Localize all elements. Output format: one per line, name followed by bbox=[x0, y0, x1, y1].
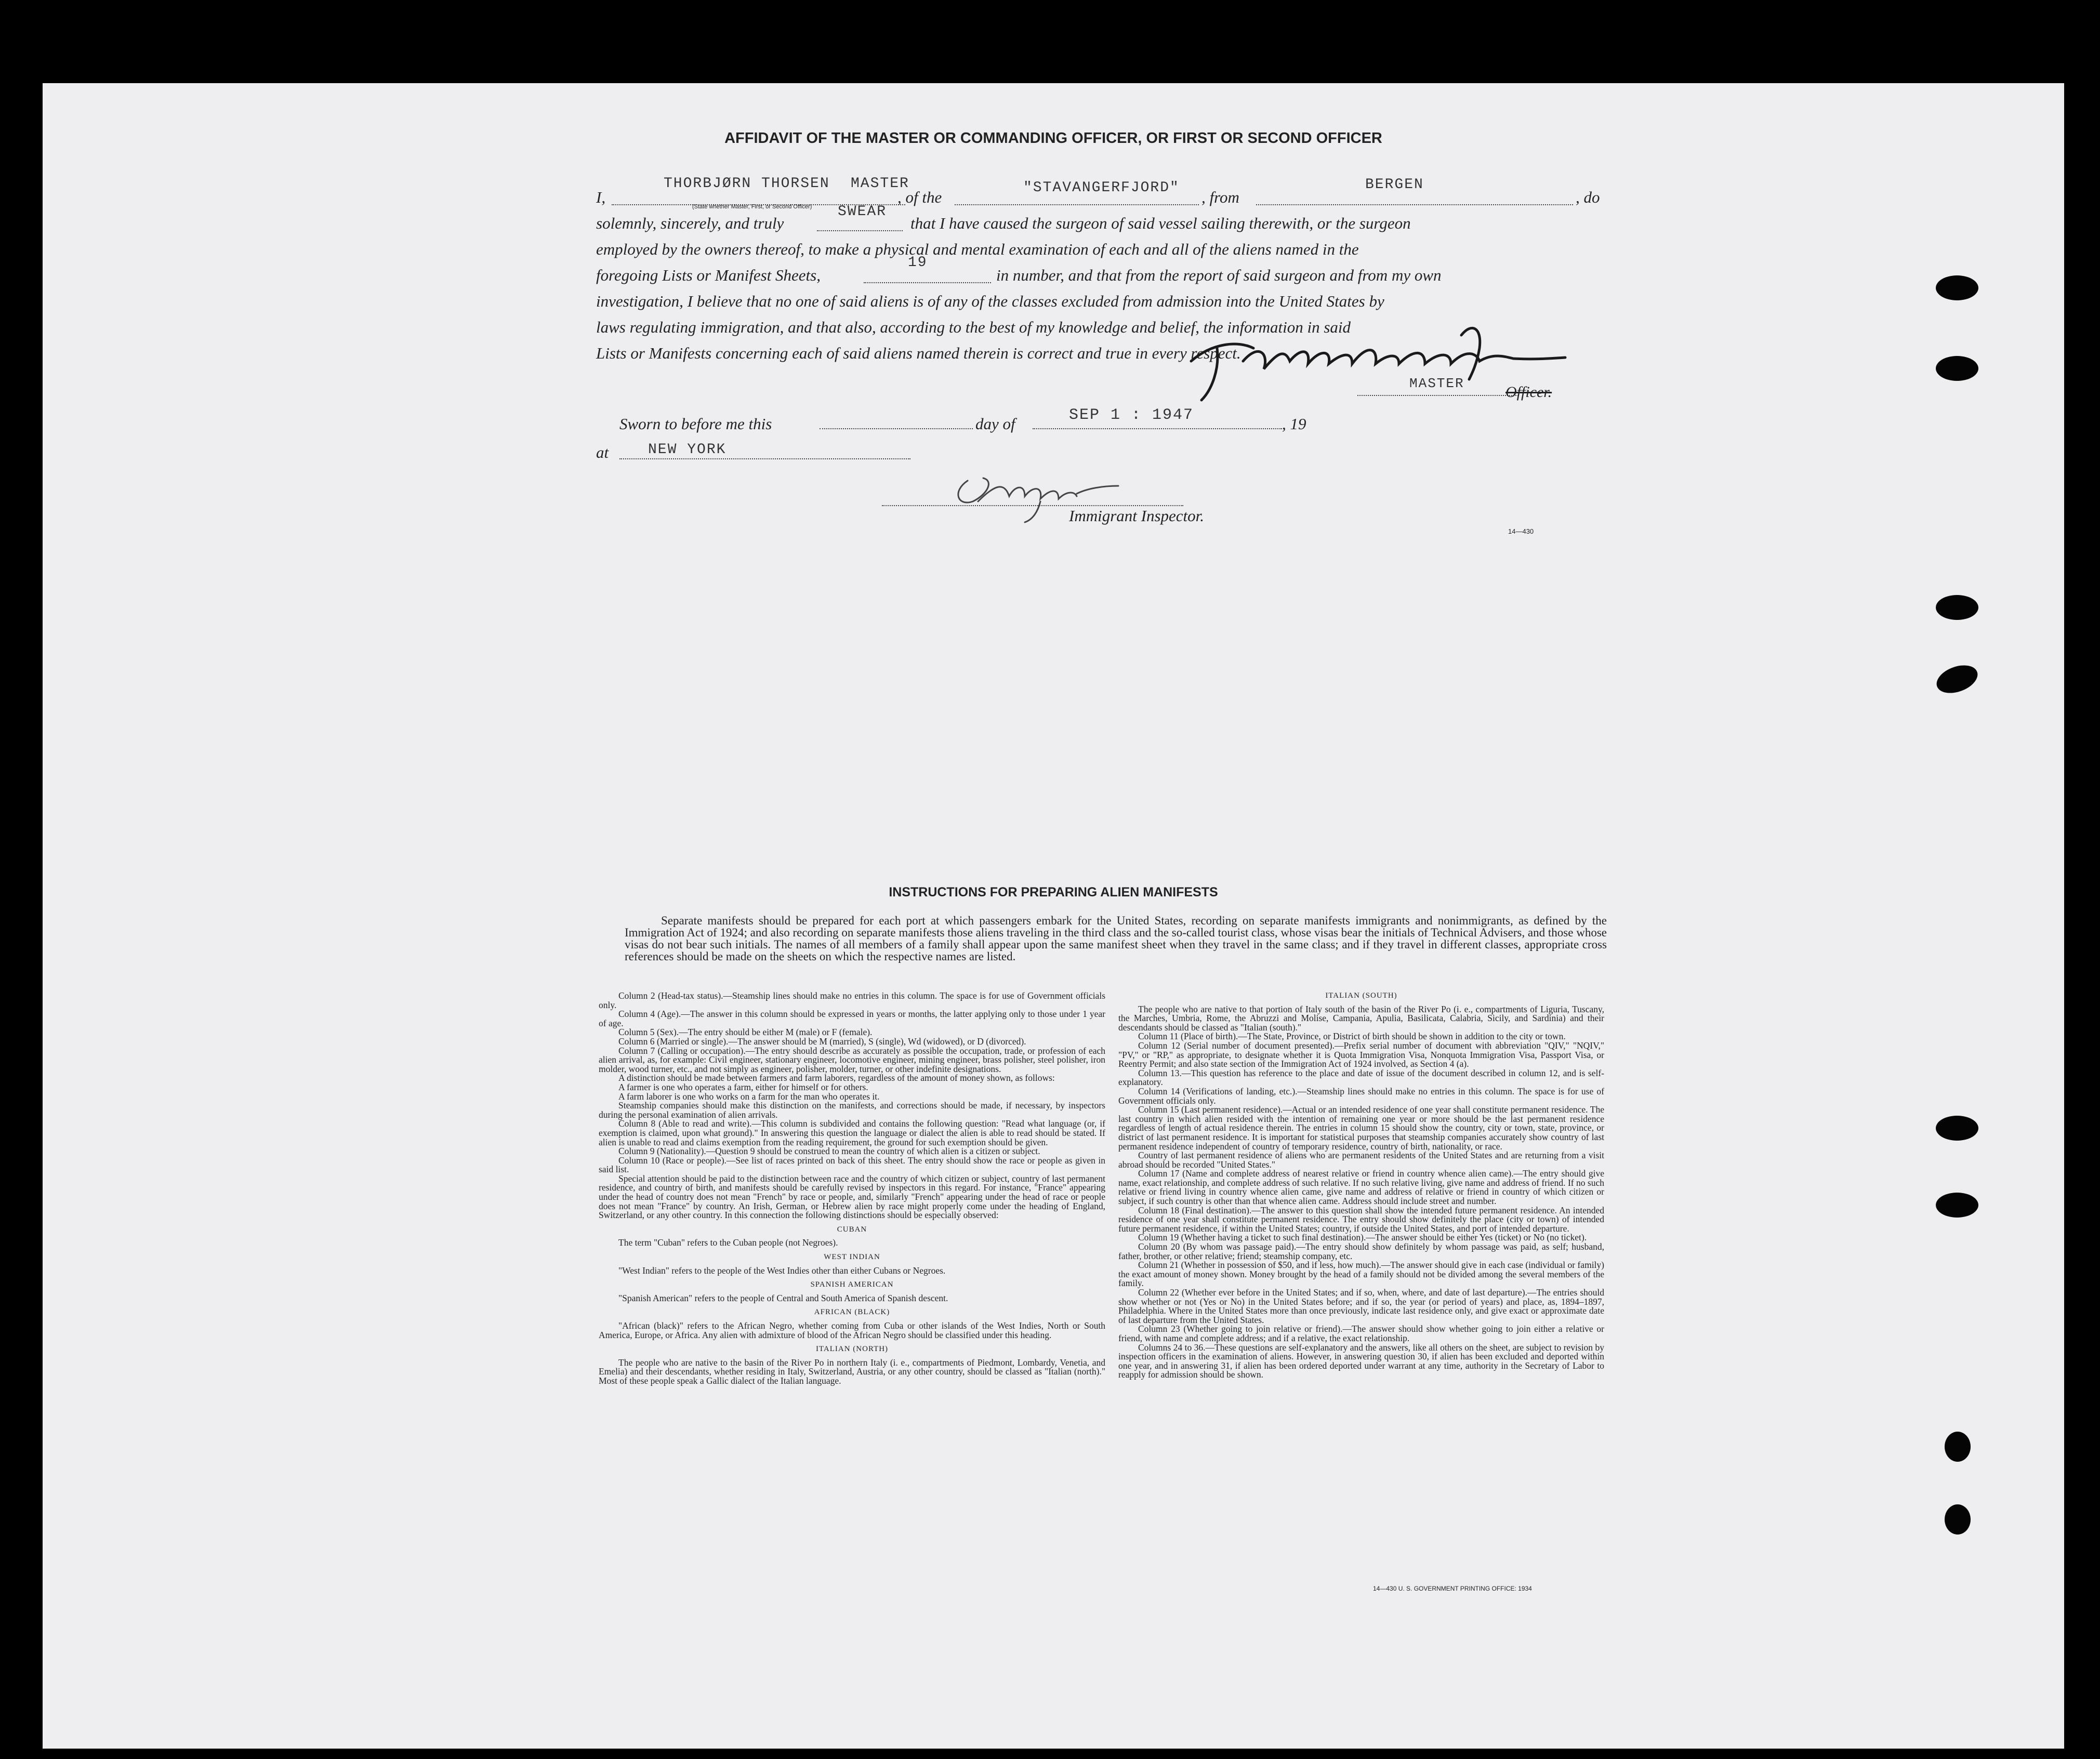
punch-hole bbox=[1936, 275, 1978, 300]
section-text: The people who are native to the basin of the River Po in northern Italy (i. e., compartments of Piedmont, Lombardy, Venetia, and Emelia) and their descendants, whether residing in Italy, Switzerland, Austria, or any other country, should be classed as "Italian (north)." Most of these people speak a Gallic dialect of the Italian language. bbox=[599, 1357, 1105, 1386]
right-para: Column 11 (Place of birth).—The State, Province, or District of birth should be shown in addition to the city or town. bbox=[1138, 1031, 1566, 1042]
punch-hole bbox=[1936, 1193, 1978, 1218]
vessel-underline bbox=[955, 204, 1199, 205]
i-label: I, bbox=[596, 188, 606, 206]
instructions-title: INSTRUCTIONS FOR PREPARING ALIEN MANIFESTS bbox=[889, 885, 1218, 900]
left-para: Column 6 (Married or single).—The answer should be M (married), S (single), Wd (widowed), or D (divorced). bbox=[618, 1036, 1026, 1047]
right-para: Column 14 (Verifications of landing, etc.).—Steamship lines should make no entries in this column. The space is for use of Government officials only. bbox=[1118, 1086, 1604, 1106]
section-text: The term "Cuban" refers to the Cuban people (not Negroes). bbox=[618, 1237, 838, 1248]
port-underline bbox=[1256, 204, 1573, 205]
right-para: Column 12 (Serial number of document presented).—Prefix serial number of document with abbreviation "QIV," "NQIV," "PV," or "RP," as appropriate, to designate whether it is Quota Immigration Visa, Nonquota Immigration Visa, Passport Visa, or Reentry Permit; and also state section of the Immigration Act of 1924 involved, as Section 4 (a). bbox=[1118, 1040, 1604, 1069]
left-para: Column 9 (Nationality).—Question 9 should be construed to mean the country of which alien is a citizen or subject. bbox=[618, 1146, 1040, 1157]
left-para: Column 2 (Head-tax status).—Steamship lines should make no entries in this column. The space is for use of Government officials only. bbox=[599, 990, 1105, 1010]
section-text: "West Indian" refers to the people of the West Indies other than either Cubans or Negroes. bbox=[618, 1265, 946, 1276]
punch-hole bbox=[1945, 1432, 1971, 1462]
rank-note: (State whether Master, First, or Second Officer) bbox=[692, 204, 812, 210]
section-heading: ITALIAN (SOUTH) bbox=[1325, 991, 1397, 1000]
sworn-day-underline bbox=[820, 428, 973, 429]
punch-hole bbox=[1936, 595, 1978, 620]
instructions-left-column bbox=[599, 991, 1105, 1386]
right-para: Column 23 (Whether going to join relative or friend).—The answer should show whether going to join either a relative or friend, with name and complete address; and if a relative, the exact relationship. bbox=[1118, 1324, 1604, 1343]
right-para: Column 21 (Whether in possession of $50, and if less, how much).—The answer should give in each case (individual or family) the exact amount of money shown. Money brought by the head of a family should not be divided among the several members of the family. bbox=[1118, 1260, 1604, 1289]
officer-underline bbox=[1357, 395, 1518, 396]
section-text: "African (black)" refers to the African Negro, whether coming from Cuba or other islands of the West Indies, North or South America, Europe, or Africa. Any alien with admixture of blood of the African Negro should be classified under this heading. bbox=[599, 1320, 1105, 1340]
left-para: A farm laborer is one who works on a farm for the man who operates it. bbox=[618, 1091, 880, 1102]
left-para: Column 5 (Sex).—The entry should be either M (male) or F (female). bbox=[618, 1027, 873, 1038]
right-para: Column 20 (By whom was passage paid).—The entry should show definitely by whom passage was paid, as self; husband, father, brother, or other relative; friend; steamship company, etc. bbox=[1118, 1241, 1604, 1261]
swear-underline bbox=[817, 230, 903, 231]
sheet-count: 19 bbox=[908, 255, 928, 271]
instructions-right-column bbox=[1118, 991, 1604, 1380]
inspector-underline bbox=[882, 505, 1183, 506]
sworn-text: Sworn to before me this bbox=[619, 415, 772, 433]
right-para: Column 17 (Name and complete address of nearest relative or friend in country whence alien came).—The entry should give name, exact relationship, and complete address of such relative. If no such relative living, give name and address of friend. If no such relative or friend living in country whence alien came, give name and address of relative or friend in country of which citizen or subject, if such country is other than that whence alien came. Address should include street and number. bbox=[1118, 1168, 1604, 1207]
left-para: Column 7 (Calling or occupation).—The entry should describe as accurately as possible the occupation, trade, or profession of each alien arrival, as, for example: Civil engineer, stationary engineer, locomotive engineer, mining engineer, brass polisher, steel polisher, iron molder, wood turner, etc., and not simply as engineer, polisher, molder, turner, or other indefinite designations. bbox=[599, 1045, 1105, 1074]
do-label: , do bbox=[1576, 188, 1600, 206]
of-the-label: , of the bbox=[897, 188, 942, 206]
section-heading: CUBAN bbox=[837, 1225, 867, 1234]
section-heading: ITALIAN (NORTH) bbox=[815, 1345, 889, 1354]
place-underline bbox=[619, 458, 910, 459]
sheets-underline bbox=[864, 282, 991, 283]
left-para: A distinction should be made between farmers and farm laborers, regardless of the amount of money shown, as follows: bbox=[618, 1073, 1055, 1083]
section-heading: SPANISH AMERICAN bbox=[810, 1280, 894, 1289]
right-para: Column 15 (Last permanent residence).—Actual or an intended residence of one year shall constitute permanent residence. The last country in which alien resided with the intention of remaining one year or more should be the last permanent residence regardless of length of actual residence therein. The entries in column 15 should show the country, city or town, state, province, or district of last permanent residence. It is important for statistical purposes that steamship companies accurately show country of last permanent residence independent of country of temporary residence, country of birth, nationality, or race. bbox=[1118, 1104, 1604, 1152]
date-stamp: SEP 1 : 1947 bbox=[1069, 406, 1194, 424]
left-para: A farmer is one who operates a farm, either for himself or for others. bbox=[618, 1081, 868, 1092]
section-heading: WEST INDIAN bbox=[824, 1253, 880, 1262]
left-para: Special attention should be paid to the distinction between race and the country of which citizen or subject, country of last permanent residence, and country of birth, and manifests should be carefully revised by inspectors in this regard. For instance, "France" appearing under the head of country does not mean "French" by race or people, and, similarly "French" appearing under the head of race or people does not mean "France" by country. An Irish, German, or Hebrew alien by race might properly come under the heading of England, Switzerland, or any other country. In this connection the following distinctions should be especially observed: bbox=[599, 1173, 1105, 1221]
place: NEW YORK bbox=[648, 442, 727, 458]
printing-footer: 14—430 U. S. GOVERNMENT PRINTING OFFICE: 1934 bbox=[1373, 1585, 1532, 1592]
affidavit-line-7: Lists or Manifests concerning each of said aliens named therein is correct and true in every respect. bbox=[596, 344, 1241, 362]
vessel-name: "STAVANGERFJORD" bbox=[1023, 180, 1180, 196]
left-para: Steamship companies should make this distinction on the manifests, and corrections should be made, if necessary, by inspectors during the personal examination of alien arrivals. bbox=[599, 1100, 1105, 1120]
instructions-intro: Separate manifests should be prepared for each port at which passengers embark for the United States, recording on separate manifests immigrants and nonimmigrants, as defined by the Immigration Act of 1924; and also recording on separate manifests those aliens traveling in the third class and the so-called tourist class, whose visas bear the initials of Technical Advisers, and those whose visas do not bear such initials. The names of all members of a family shall appear upon the same manifest sheet when they travel in the same class; and if they travel in different classes, appropriate cross references should be made on the sheets on which the respective names are listed. bbox=[625, 914, 1607, 963]
right-para: Country of last permanent residence of aliens who are permanent residents of the United States and are returning from a visit abroad should be recorded "United States." bbox=[1118, 1150, 1604, 1170]
section-heading: AFRICAN (BLACK) bbox=[814, 1308, 890, 1317]
left-para: Column 4 (Age).—The answer in this column should be expressed in years or months, the latter applying only to those under 1 year of age. bbox=[599, 1009, 1105, 1028]
right-para: Column 18 (Final destination).—The answer to this question shall show the intended future permanent residence. An intended residence of one year shall constitute permanent residence. The entry should show definitely the place (city or town) of intended future permanent residence, if within the United States; country, if outside the United States, and port of intended departure. bbox=[1118, 1205, 1604, 1234]
day-of-label: day of bbox=[975, 415, 1015, 433]
line2-text: that I have caused the surgeon of said vessel sailing therewith, or the surgeon bbox=[910, 214, 1411, 232]
right-para: Column 19 (Whether having a ticket to such final destination).—The answer should be either Yes (ticket) or No (no ticket). bbox=[1138, 1232, 1587, 1243]
punch-hole bbox=[1945, 1504, 1971, 1535]
left-para: Column 10 (Race or people).—See list of races printed on back of this sheet. The entry should show the race or people as given in said list. bbox=[599, 1155, 1105, 1175]
manifest-sheet bbox=[43, 83, 2064, 1749]
year-label: , 19 bbox=[1282, 415, 1306, 433]
right-para: Column 13.—This question has reference to the place and date of issue of the document described in column 12, and is self-explanatory. bbox=[1118, 1067, 1604, 1088]
officer-rank: MASTER bbox=[851, 176, 909, 192]
swear-word: SWEAR bbox=[838, 204, 887, 220]
punch-hole bbox=[1933, 660, 1981, 698]
affidavit-line-5: investigation, I believe that no one of said aliens is of any of the classes excluded from admission into the United States by bbox=[596, 292, 1384, 310]
officer-word: Officer. bbox=[1505, 383, 1552, 401]
line4-text-a: foregoing Lists or Manifest Sheets, bbox=[596, 266, 821, 284]
form-number: 14—430 bbox=[1508, 527, 1534, 535]
punch-hole bbox=[1936, 356, 1978, 381]
departure-port: BERGEN bbox=[1365, 177, 1424, 193]
inspector-label: Immigrant Inspector. bbox=[1069, 507, 1205, 525]
date-underline bbox=[1033, 428, 1282, 429]
right-para: The people who are native to that portion of Italy south of the basin of the River Po (i. e., compartments of Liguria, Tuscany, the Marches, Umbria, Rome, the Abruzzi and Molise, Campania, Apulia, Basilicata, Calabria, Sicily, and Sardinia) and their descendants should be classed as "Italian (south)." bbox=[1118, 1003, 1604, 1033]
punch-hole bbox=[1936, 1116, 1978, 1141]
section-text: "Spanish American" refers to the people of Central and South America of Spanish descent. bbox=[618, 1292, 948, 1303]
affidavit-line-3: employed by the owners thereof, to make a physical and mental examination of each and all of the aliens named in the bbox=[596, 240, 1359, 258]
affidavit-title: AFFIDAVIT OF THE MASTER OR COMMANDING OFFICER, OR FIRST OR SECOND OFFICER bbox=[724, 130, 1382, 147]
left-para: Column 8 (Able to read and write).—This column is subdivided and contains the following question: "Read what language (or, if exemption is claimed, upon what ground)." In answering this question the language or dialect the alien is able to read should be stated. If alien is unable to read and claims exemption from the reading requirement, the ground for such exemption should be given. bbox=[599, 1118, 1105, 1147]
solemnly-text: solemnly, sincerely, and truly bbox=[596, 214, 784, 232]
at-label: at bbox=[596, 443, 609, 461]
right-para: Columns 24 to 36.—These questions are self-explanatory and the answers, like all others on the sheet, are subject to revision by inspection officers in the examination of aliens. However, in answering question 30, if alien has been excluded and deported within one year, and in answering 31, if alien has been ordered deported under warrant at any time, authority in the Secretary of Labor to reapply for admission should be shown. bbox=[1118, 1342, 1604, 1380]
line4-text-b: in number, and that from the report of said surgeon and from my own bbox=[996, 266, 1442, 284]
right-para: Column 22 (Whether ever before in the United States; and if so, when, where, and date of last departure).—The entries should show whether or not (Yes or No) in the United States before; and if so, the year (or period of years) and place, as, 1894–1897, Philadelphia. Where in the United States more than once previously, indicate last residence only, and give exact or approximate date of last departure from the United States. bbox=[1118, 1287, 1604, 1325]
from-label: , from bbox=[1201, 188, 1239, 206]
officer-name: THORBJØRN THORSEN bbox=[664, 176, 830, 192]
officer-title: MASTER bbox=[1409, 376, 1464, 391]
affidavit-line-6: laws regulating immigration, and that also, according to the best of my knowledge and belief, the information in said bbox=[596, 318, 1351, 336]
